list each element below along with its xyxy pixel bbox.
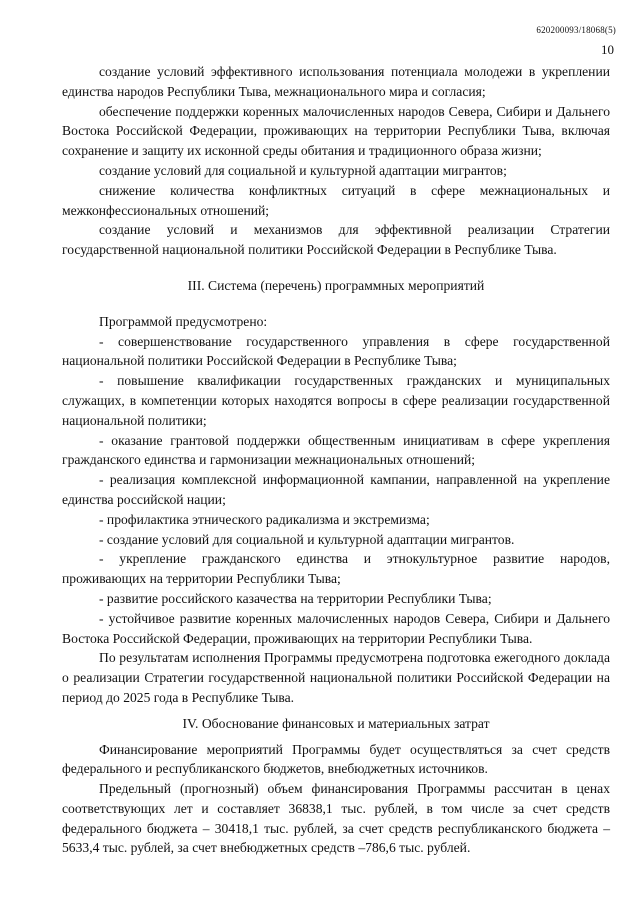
program-measure-item: - оказание грантовой поддержки общественным инициативам в сфере укрепления гражданского единства и гармонизации межнациональных отношений;: [62, 432, 610, 468]
page-number: 10: [601, 42, 614, 57]
goal-item: снижение количества конфликтных ситуаций в сфере межнациональных и межконфессиональных отношений;: [62, 182, 610, 218]
program-measure-item: - устойчивое развитие коренных малочисленных народов Севера, Сибири и Дальнего Востока Российской Федерации, проживающих на территории Республики Тыва.: [62, 610, 610, 646]
program-measure-item: - профилактика этнического радикализма и экстремизма;: [99, 511, 430, 527]
financing-paragraph: Предельный (прогнозный) объем финансирования Программы рассчитан в ценах соответствующих лет и составляет 36838,1 тыс. рублей, в том числе за счет средств федерального бюджета – 30418,1 тыс. рублей, за счет средств республиканского бюджета – 5633,4 тыс. рублей, за счет внебюджетных средств –786,6 тыс. рублей.: [62, 781, 610, 856]
section-3-heading: III. Система (перечень) программных мероприятий: [187, 277, 485, 293]
section-3-lead: Программой предусмотрено:: [99, 313, 268, 329]
document-body: [62, 62, 610, 858]
program-measure-item: - укрепление гражданского единства и этнокультурное развитие народов, проживающих на территории Республики Тыва;: [62, 551, 610, 587]
program-measure-item: - совершенствование государственного управления в сфере государственной национальной политики Российской Федерации в Республике Тыва;: [62, 333, 610, 369]
program-measure-item: - реализация комплексной информационной кампании, направленной на укрепление единства российской нации;: [62, 472, 610, 507]
program-measure-item: - развитие российского казачества на территории Республики Тыва;: [99, 590, 492, 606]
section-4-heading: IV. Обоснование финансовых и материальных затрат: [182, 715, 490, 731]
section-3-closing: По результатам исполнения Программы предусмотрена подготовка ежегодного доклада о реализации Стратегии государственной национальной политики Российской Федерации на период до 2025 года в Республике Тыва.: [62, 650, 610, 705]
goal-item: обеспечение поддержки коренных малочисленных народов Севера, Сибири и Дальнего Востока Российской Федерации, проживающих на территории Республики Тыва, включая сохранение и защиту их исконной среды обитания и традиционного образа жизни;: [62, 103, 610, 159]
financing-paragraph: Финансирование мероприятий Программы будет осуществляться за счет средств федерального и республиканского бюджетов, внебюджетных источников.: [62, 741, 610, 777]
goal-item: создание условий для социальной и культурной адаптации мигрантов;: [99, 162, 507, 178]
goal-item: создание условий эффективного использования потенциала молодежи в укреплении единства народов Республики Тыва, межнационального мира и согласия;: [62, 64, 610, 99]
goal-item: создание условий и механизмов для эффективной реализации Стратегии государственной национальной политики Российской Федерации в Республике Тыва.: [62, 222, 610, 258]
program-measure-item: - повышение квалификации государственных гражданских и муниципальных служащих, в компетенции которых находятся вопросы в сфере реализации государственной национальной политики;: [62, 373, 610, 428]
program-measure-item: - создание условий для социальной и культурной адаптации мигрантов.: [99, 531, 515, 547]
document-code: 620200093/18068(5): [536, 25, 616, 35]
